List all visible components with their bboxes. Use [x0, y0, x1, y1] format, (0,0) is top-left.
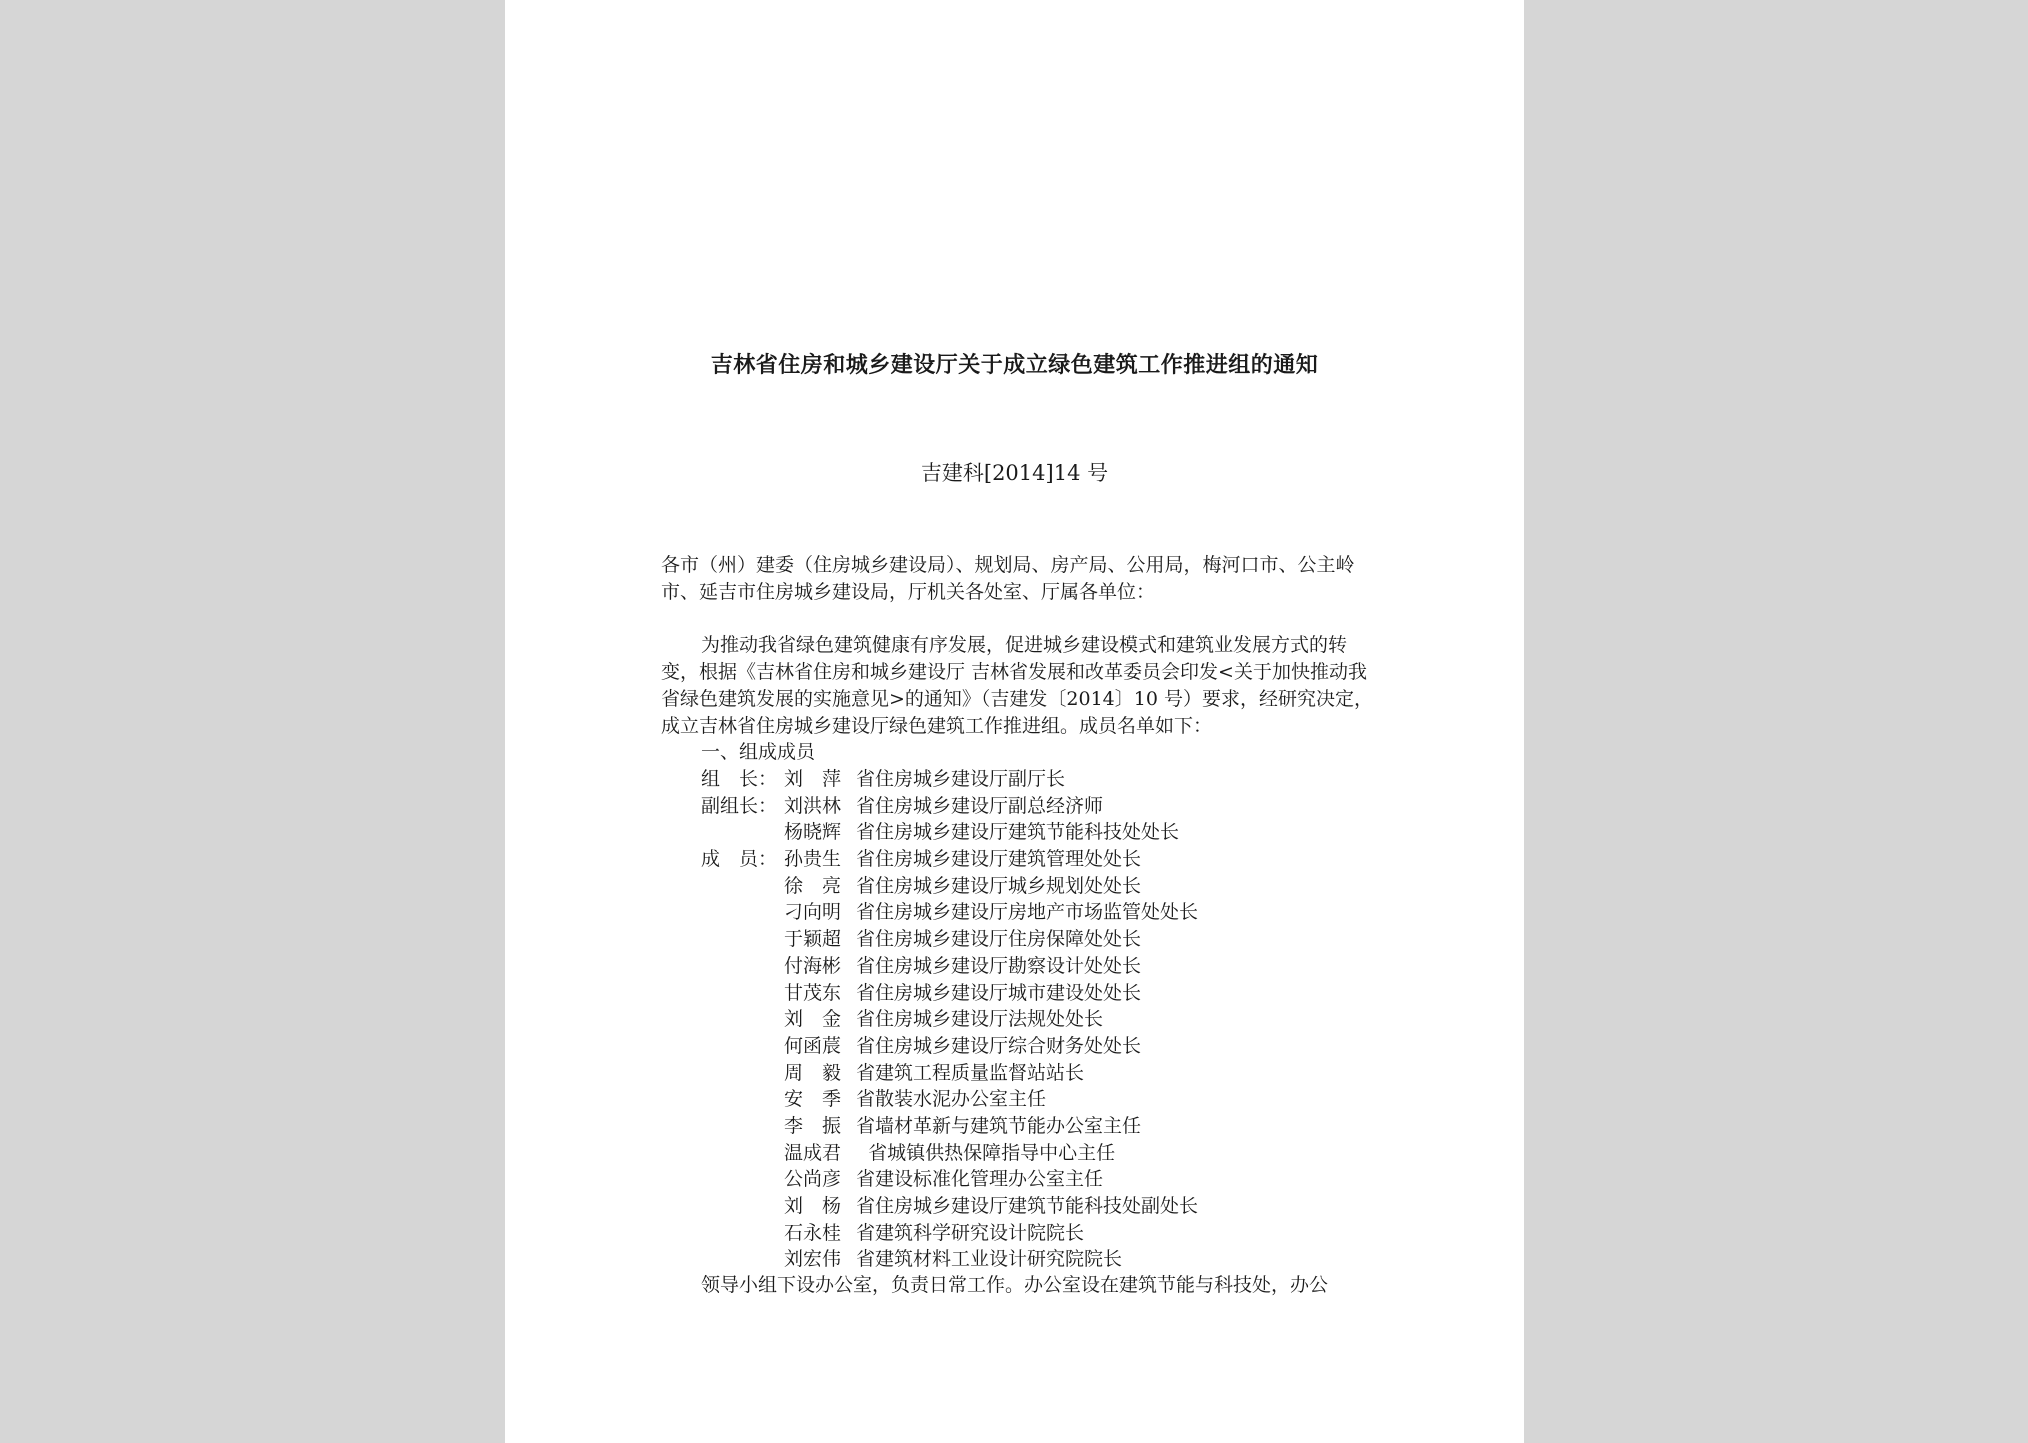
member-name: 石永桂: [784, 1221, 842, 1244]
member-title: 省住房城乡建设厅综合财务处处长: [856, 1034, 1142, 1057]
member-row: [701, 1113, 1198, 1140]
member-name: 何函莀: [784, 1034, 842, 1057]
member-name: 刁向明: [784, 901, 842, 924]
member-row: [701, 980, 1198, 1007]
member-row: [701, 1033, 1198, 1060]
member-title: 省住房城乡建设厅城乡规划处处长: [856, 874, 1142, 897]
member-role: [701, 980, 784, 1007]
member-title: 省住房城乡建设厅城市建设处处长: [856, 981, 1142, 1004]
member-title: 省住房城乡建设厅副厅长: [856, 768, 1066, 790]
document-number: 吉建科[2014]14 号: [920, 461, 1109, 485]
member-role: [701, 1033, 784, 1060]
member-row: [701, 926, 1198, 953]
member-list: [701, 766, 1198, 1273]
member-name: 徐 亮: [784, 874, 842, 897]
member-name: 刘洪林: [784, 794, 842, 817]
member-row: [701, 1193, 1198, 1220]
member-row: [701, 1060, 1198, 1087]
member-row: [701, 899, 1198, 926]
member-role: [701, 1086, 784, 1113]
member-name: 安 季: [784, 1088, 842, 1111]
member-title: 省住房城乡建设厅建筑管理处处长: [856, 848, 1142, 871]
member-row: [701, 846, 1198, 873]
member-role: [701, 1220, 784, 1247]
member-row: [701, 1246, 1198, 1273]
member-title: 省住房城乡建设厅建筑节能科技处处长: [856, 821, 1180, 844]
member-title: 省散装水泥办公室主任: [856, 1088, 1047, 1111]
member-title: 省住房城乡建设厅房地产市场监管处处长: [856, 901, 1199, 924]
member-row: [701, 873, 1198, 900]
member-name: 刘 金: [784, 1008, 842, 1031]
section-heading: 一、组成成员: [701, 741, 816, 763]
member-name: 李 振: [784, 1114, 842, 1137]
member-title: 省住房城乡建设厅法规处处长: [856, 1008, 1104, 1031]
member-role: [701, 1246, 784, 1273]
member-row: [701, 819, 1198, 846]
member-title: 省建筑科学研究设计院院长: [856, 1221, 1085, 1244]
member-row: [701, 793, 1198, 820]
member-title: 省墙材革新与建筑节能办公室主任: [856, 1114, 1142, 1137]
member-title: 省住房城乡建设厅住房保障处处长: [856, 928, 1142, 951]
member-role: [701, 1166, 784, 1193]
member-name: 于颖超: [784, 928, 842, 951]
document-page: [505, 0, 1524, 1443]
member-row: [701, 1166, 1198, 1193]
member-row: [701, 1220, 1198, 1247]
member-role: 组 长：: [701, 768, 778, 790]
member-role: [701, 1193, 784, 1220]
salutation: 各市（州）建委（住房城乡建设局）、规划局、房产局、公用局，梅河口市、公主岭市、延吉市住房城乡建设局，厅机关各处室、厅属各单位：: [661, 554, 1355, 603]
member-name: 杨晓辉: [784, 821, 842, 844]
member-name: 刘 萍: [784, 768, 842, 790]
member-role: [701, 1113, 784, 1140]
member-name: 刘宏伟: [784, 1248, 842, 1271]
member-role: [701, 899, 784, 926]
member-role: [701, 926, 784, 953]
member-role: 副组长：: [701, 794, 778, 817]
member-role: [701, 873, 784, 900]
member-row: [701, 1006, 1198, 1033]
member-title: 省住房城乡建设厅建筑节能科技处副处长: [856, 1195, 1199, 1217]
member-title: 省建筑工程质量监督站站长: [856, 1061, 1085, 1084]
member-row: [701, 766, 1198, 793]
member-name: 周 毅: [784, 1061, 842, 1084]
member-title: 省住房城乡建设厅副总经济师: [856, 794, 1104, 817]
office-paragraph: 领导小组下设办公室，负责日常工作。办公室设在建筑节能与科技处，办公: [701, 1274, 1329, 1296]
member-role: [701, 953, 784, 980]
member-title: 省建筑材料工业设计研究院院长: [856, 1248, 1123, 1271]
intro-paragraph: 为推动我省绿色建筑健康有序发展，促进城乡建设模式和建筑业发展方式的转变，根据《吉林省住房和城乡建设厅 吉林省发展和改革委员会印发<关于加快推动我省绿色建筑发展的实施意见>的通知》（吉建发〔2014〕10 号）要求，经研究决定，成立吉林省住房城乡建设厅绿色建筑工作推进组。成员名单如下：: [661, 634, 1373, 737]
member-name: 甘茂东: [784, 981, 842, 1004]
member-name: 孙贵生: [784, 848, 842, 871]
member-role: [701, 1140, 784, 1167]
member-role: [701, 1006, 784, 1033]
member-title: 省住房城乡建设厅勘察设计处处长: [856, 954, 1142, 977]
member-title: 省建设标准化管理办公室主任: [856, 1168, 1104, 1191]
member-name: 温成君: [784, 1141, 842, 1164]
member-row: [701, 953, 1198, 980]
member-name: 刘 杨: [784, 1195, 842, 1217]
member-row: [701, 1086, 1198, 1113]
document-title: 吉林省住房和城乡建设厅关于成立绿色建筑工作推进组的通知: [710, 353, 1319, 378]
member-name: 公尚彦: [784, 1168, 842, 1191]
member-role: [701, 1060, 784, 1087]
member-name: 付海彬: [784, 954, 842, 977]
member-title: 省城镇供热保障指导中心主任: [856, 1141, 1116, 1164]
member-role: [701, 819, 784, 846]
member-role: 成 员：: [701, 848, 778, 871]
member-row: [701, 1140, 1198, 1167]
